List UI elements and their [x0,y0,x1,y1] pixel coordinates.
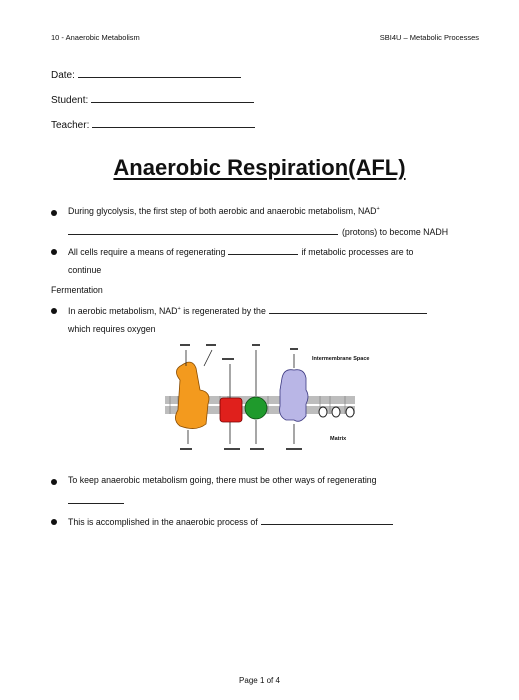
student-label: Student: [51,95,89,106]
atp-synthase [280,370,308,422]
bullet-5-line-1: This is accomplished in the anaerobic process of [68,515,393,527]
date-field [51,68,241,81]
bullet-3-line-1: In aerobic metabolism, NAD+ is regenerated by the [68,304,427,316]
blank-3 [269,304,427,314]
teacher-field [51,118,255,131]
blank-2 [228,245,298,255]
complex-iii [220,398,242,422]
intermembrane-space-label: Intermembrane Space [312,356,370,362]
header-left: 10 - Anaerobic Metabolism [51,33,140,42]
bullet-1-line-1: During glycolysis, the first step of both aerobic and anaerobic metabolism, NAD+ [68,206,380,216]
complex-iv [245,397,267,419]
section-heading: Fermentation [51,285,103,295]
teacher-label: Teacher: [51,120,90,131]
membrane-pore [319,407,327,417]
bullet-dot [51,308,57,314]
bullet-1-line-2: (protons) to become NADH [68,225,448,237]
blank-1 [68,225,338,235]
matrix-label: Matrix [330,436,347,442]
bullet-dot [51,210,57,216]
student-blank [91,93,254,103]
bullet-2-line-2: continue [68,265,102,275]
bullet-dot [51,249,57,255]
page-number: Page 1 of 4 [239,676,280,685]
membrane-pore [346,407,354,417]
page-title: Anaerobic Respiration(AFL) [113,155,406,180]
blank-4 [68,494,124,504]
student-field [51,93,254,106]
teacher-blank [92,118,255,128]
blank-5 [261,515,393,525]
bullet-4-line-2 [68,494,124,506]
header-right: SBI4U – Metabolic Processes [379,33,479,42]
date-blank [78,68,241,78]
bullet-2-line-1: All cells require a means of regenerating if metabolic processes are to [68,247,414,257]
complex-i [175,362,209,428]
date-label: Date: [51,70,75,81]
bullet-dot [51,519,57,525]
bullet-4-line-1: To keep anaerobic metabolism going, there must be other ways of regenerating [68,475,377,485]
bullet-dot [51,479,57,485]
membrane-pore [332,407,340,417]
bullet-3-line-2: which requires oxygen [68,324,156,334]
electron-transport-chain-diagram [160,340,370,470]
